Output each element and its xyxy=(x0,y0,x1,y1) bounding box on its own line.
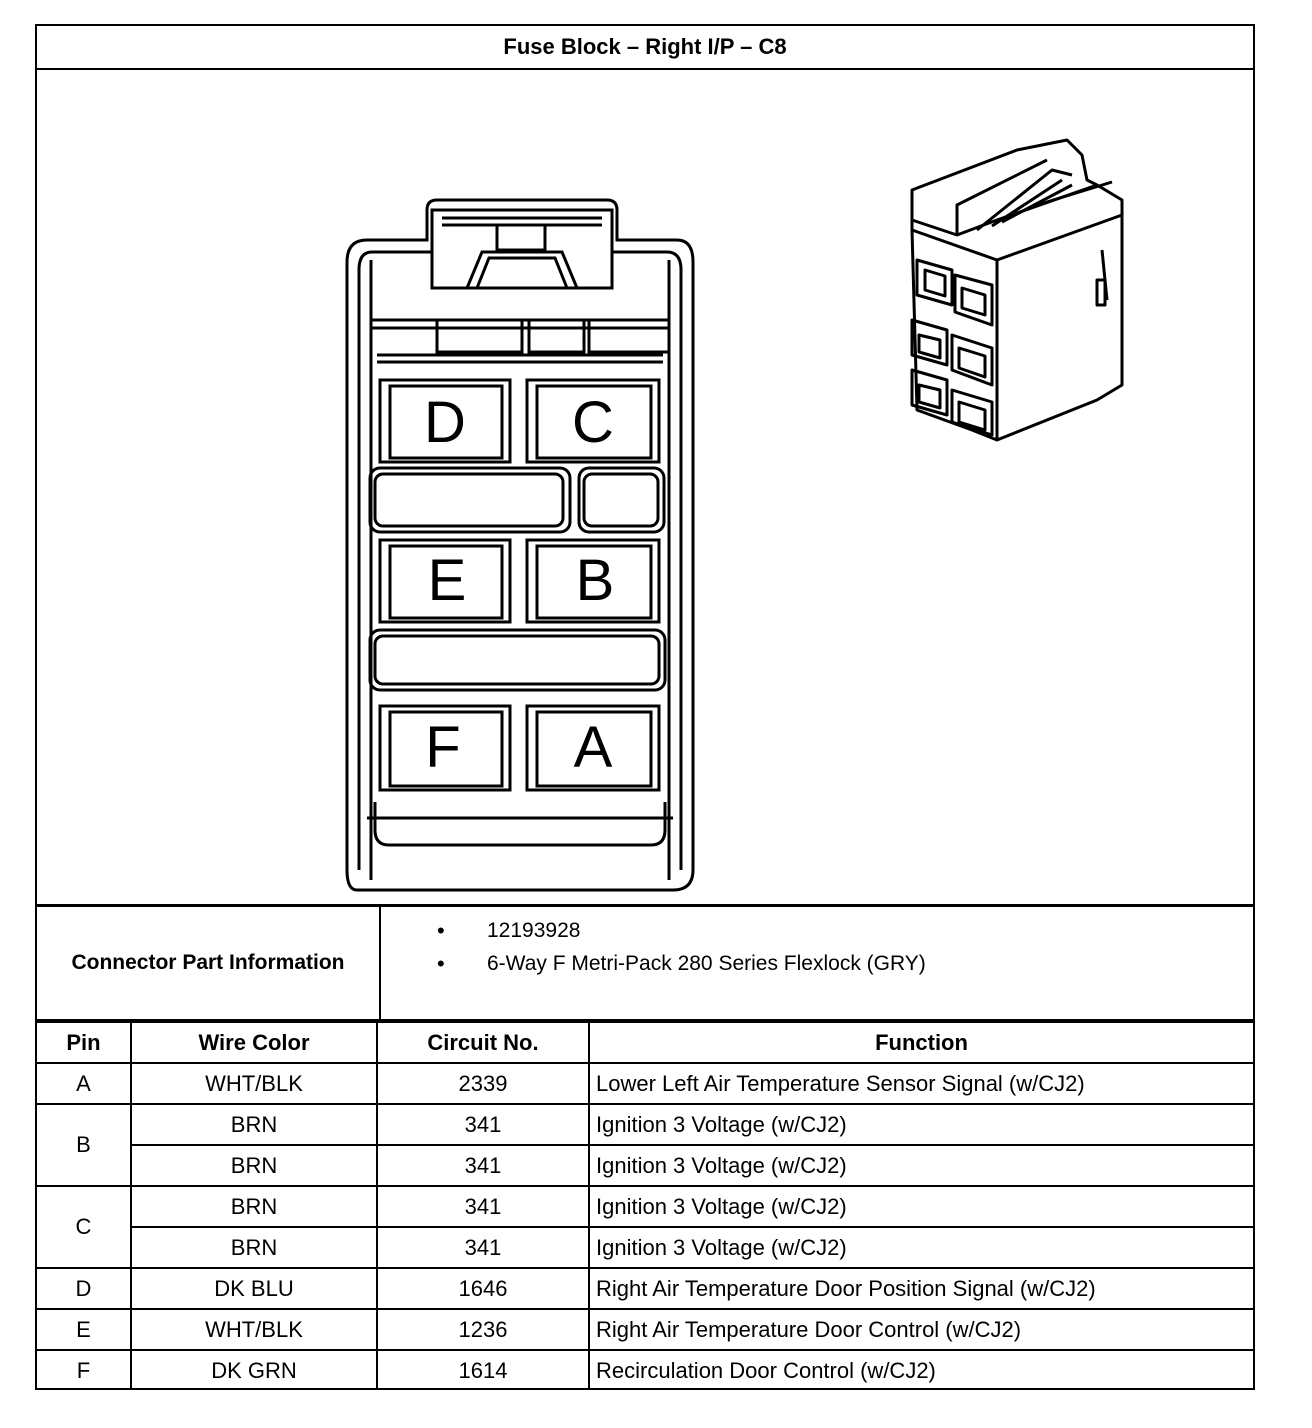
wire-color-cell: BRN xyxy=(131,1227,377,1268)
cavity-label-f: F xyxy=(425,715,461,780)
circuit-cell: 341 xyxy=(377,1104,589,1145)
pin-cell: D xyxy=(37,1268,131,1309)
cavity-label-e: E xyxy=(427,548,467,613)
cavity-label-c: C xyxy=(572,390,614,455)
connector-part-info-list xyxy=(380,906,1253,1021)
pin-cell: C xyxy=(37,1186,131,1268)
wire-color-cell: WHT/BLK xyxy=(131,1063,377,1104)
cavity-label-a: A xyxy=(573,715,613,780)
table-row xyxy=(37,1268,1253,1309)
wire-color-cell: BRN xyxy=(131,1104,377,1145)
function-cell: Right Air Temperature Door Control (w/CJ2) xyxy=(589,1309,1253,1350)
cavity-label-d: D xyxy=(424,390,466,455)
circuit-cell: 1646 xyxy=(377,1268,589,1309)
wire-color-cell: WHT/BLK xyxy=(131,1309,377,1350)
pin-table xyxy=(37,1020,1253,1390)
circuit-cell: 341 xyxy=(377,1145,589,1186)
table-row xyxy=(37,1186,1253,1227)
wire-color-cell: DK GRN xyxy=(131,1350,377,1390)
cavity-label-b: B xyxy=(575,548,615,613)
connector-part-info-label: Connector Part Information xyxy=(37,906,380,1021)
function-cell: Lower Left Air Temperature Sensor Signal (w/CJ2) xyxy=(589,1063,1253,1104)
connector-part-information xyxy=(37,904,1253,1021)
circuit-cell: 2339 xyxy=(377,1063,589,1104)
function-cell: Ignition 3 Voltage (w/CJ2) xyxy=(589,1104,1253,1145)
pin-cell: F xyxy=(37,1350,131,1390)
header-circuit: Circuit No. xyxy=(377,1022,589,1064)
table-row xyxy=(37,1227,1253,1268)
sheet-title: Fuse Block – Right I/P – C8 xyxy=(37,26,1253,70)
pin-cell: A xyxy=(37,1063,131,1104)
pin-cell: B xyxy=(37,1104,131,1186)
table-row xyxy=(37,1104,1253,1145)
table-row xyxy=(37,1063,1253,1104)
part-number: • 12193928 xyxy=(381,917,1253,950)
pin-cell: E xyxy=(37,1309,131,1350)
connector-description: • 6-Way F Metri-Pack 280 Series Flexlock (GRY) xyxy=(381,950,1253,983)
connector-isometric-diagram xyxy=(897,130,1157,460)
function-cell: Ignition 3 Voltage (w/CJ2) xyxy=(589,1145,1253,1186)
wire-color-cell: DK BLU xyxy=(131,1268,377,1309)
circuit-cell: 341 xyxy=(377,1186,589,1227)
header-function: Function xyxy=(589,1022,1253,1064)
function-cell: Right Air Temperature Door Position Signal (w/CJ2) xyxy=(589,1268,1253,1309)
function-cell: Ignition 3 Voltage (w/CJ2) xyxy=(589,1227,1253,1268)
connector-sheet xyxy=(35,24,1255,1390)
table-row xyxy=(37,1145,1253,1186)
pin-table-header xyxy=(37,1022,1253,1064)
header-pin: Pin xyxy=(37,1022,131,1064)
table-row xyxy=(37,1309,1253,1350)
circuit-cell: 341 xyxy=(377,1227,589,1268)
wire-color-cell: BRN xyxy=(131,1186,377,1227)
circuit-cell: 1236 xyxy=(377,1309,589,1350)
table-row xyxy=(37,1350,1253,1390)
header-wire-color: Wire Color xyxy=(131,1022,377,1064)
wire-color-cell: BRN xyxy=(131,1145,377,1186)
circuit-cell: 1614 xyxy=(377,1350,589,1390)
function-cell: Recirculation Door Control (w/CJ2) xyxy=(589,1350,1253,1390)
function-cell: Ignition 3 Voltage (w/CJ2) xyxy=(589,1186,1253,1227)
drawing-area xyxy=(37,70,1253,906)
